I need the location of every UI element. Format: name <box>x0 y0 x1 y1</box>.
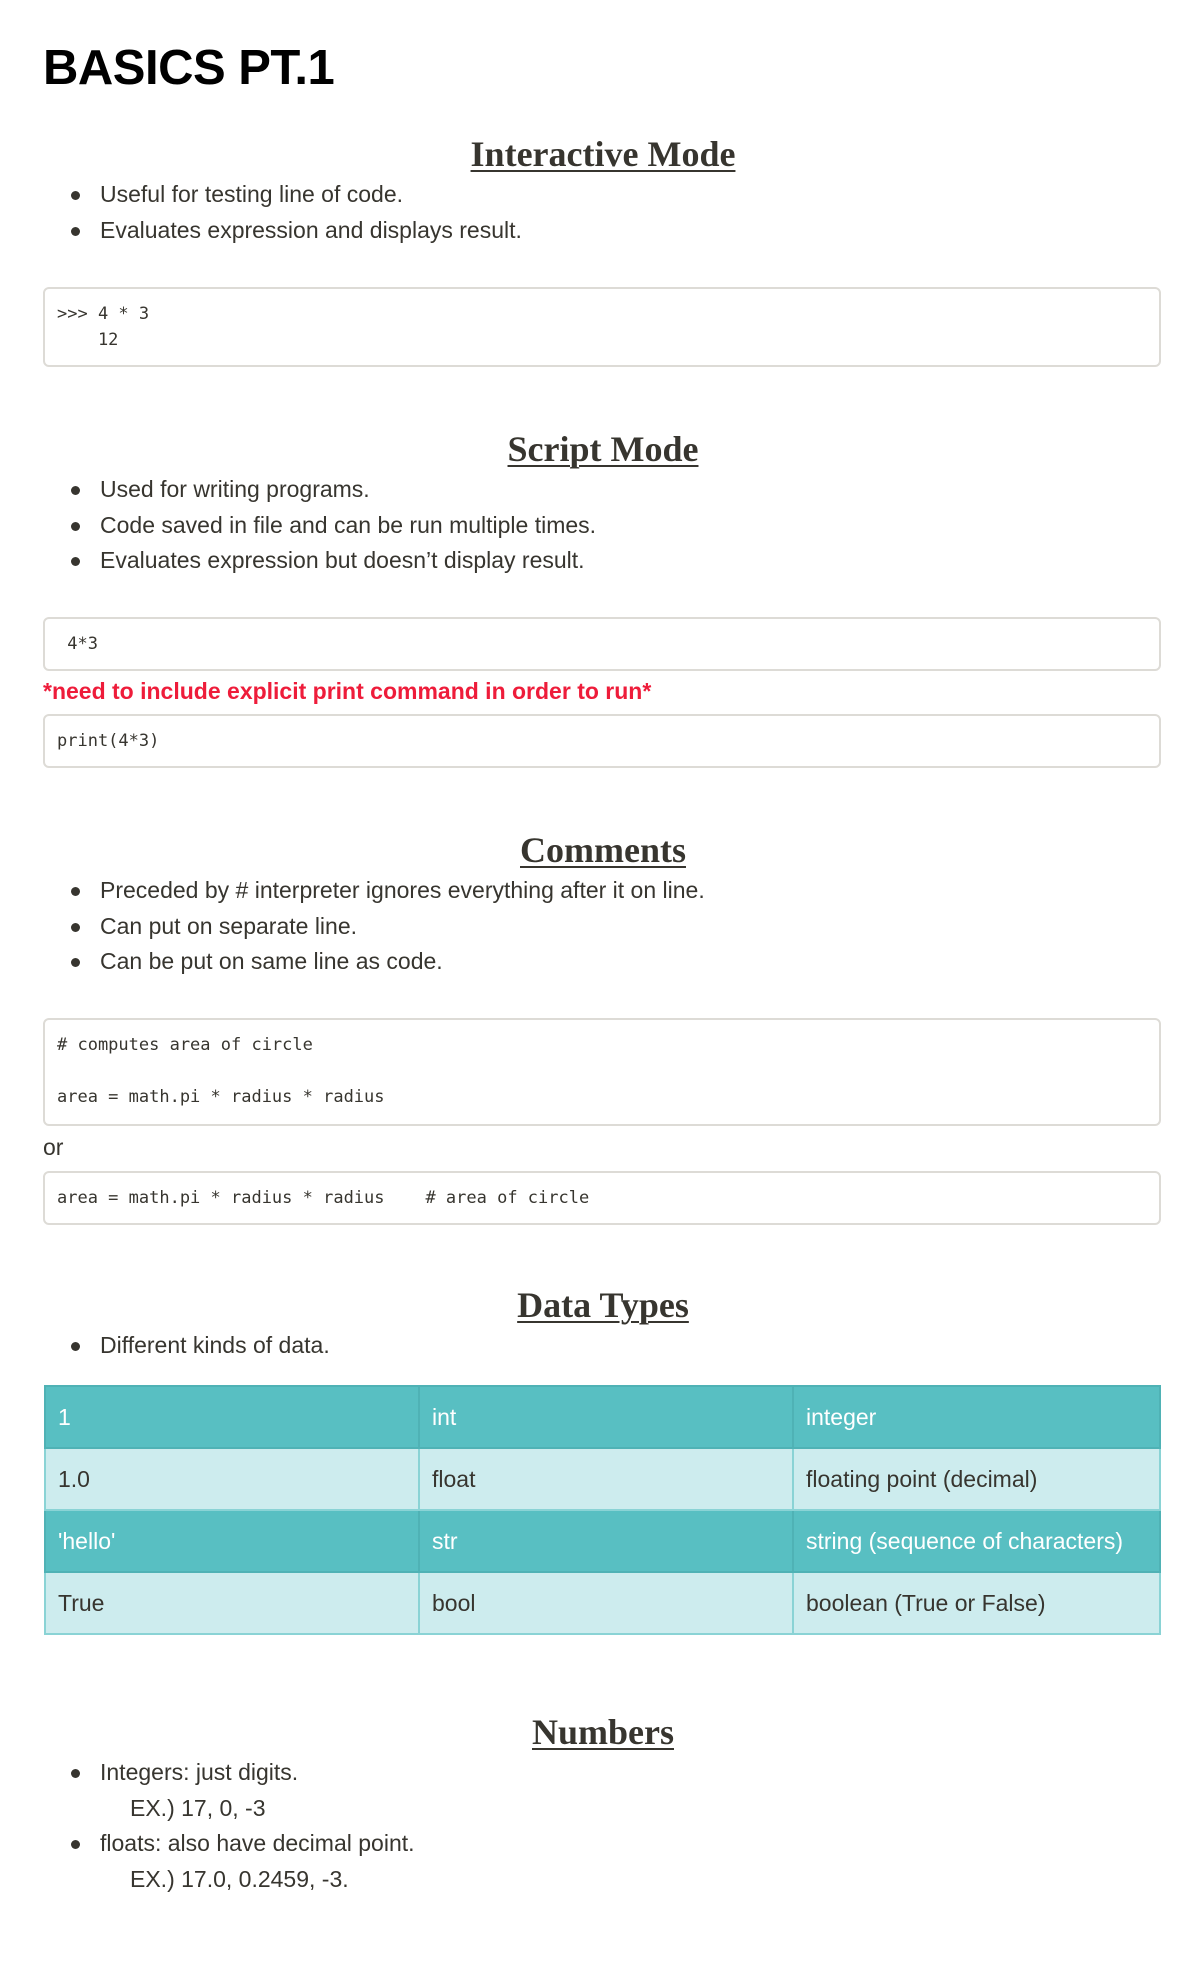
print-note: *need to include explicit print command in order to run* <box>43 678 652 704</box>
list-item: Evaluates expression but doesn’t display result. <box>43 543 596 579</box>
list-item: Useful for testing line of code. <box>43 177 522 213</box>
heading-comments: Comments <box>520 830 686 870</box>
list-item: Evaluates expression and displays result. <box>43 213 522 249</box>
table-row <box>45 1510 1160 1572</box>
code-block-interactive[interactable]: >>> 4 * 3 12 <box>43 287 1161 367</box>
code-block-comment-inline[interactable]: area = math.pi * radius * radius # area of circle <box>43 1171 1161 1225</box>
or-text: or <box>43 1134 64 1160</box>
table-cell: True <box>45 1572 419 1634</box>
code-block-script-expression[interactable]: 4*3 <box>43 617 1161 671</box>
interactive-bullet-list <box>43 177 522 248</box>
script-bullet-list <box>43 472 596 579</box>
list-item <box>43 1826 415 1897</box>
code-block-print[interactable]: print(4*3) <box>43 714 1161 768</box>
heading-interactive-mode: Interactive Mode <box>470 134 736 174</box>
table-row <box>45 1572 1160 1634</box>
list-item: Code saved in file and can be run multiple times. <box>43 508 596 544</box>
table-cell: integer <box>793 1386 1160 1448</box>
number-type-label: floats: also have decimal point. <box>100 1830 415 1856</box>
number-type-label: Integers: just digits. <box>100 1759 299 1785</box>
heading-numbers: Numbers <box>532 1712 674 1752</box>
table-row <box>45 1448 1160 1510</box>
table-cell: string (sequence of characters) <box>793 1510 1160 1572</box>
heading-script-mode: Script Mode <box>507 429 699 469</box>
number-example: EX.) 17, 0, -3 <box>130 1794 266 1821</box>
list-item <box>43 1755 415 1826</box>
table-cell: floating point (decimal) <box>793 1448 1160 1510</box>
list-item: Different kinds of data. <box>43 1328 330 1364</box>
table-cell: int <box>419 1386 793 1448</box>
list-item: Used for writing programs. <box>43 472 596 508</box>
page-title: BASICS PT.1 <box>43 41 335 95</box>
comments-bullet-list <box>43 873 705 980</box>
table-cell: boolean (True or False) <box>793 1572 1160 1634</box>
list-item: Can be put on same line as code. <box>43 944 705 980</box>
table-row <box>45 1386 1160 1448</box>
data-types-bullet-list <box>43 1328 330 1364</box>
table-cell: 'hello' <box>45 1510 419 1572</box>
table-cell: float <box>419 1448 793 1510</box>
table-cell: 1 <box>45 1386 419 1448</box>
numbers-bullet-list <box>43 1755 415 1897</box>
list-item: Can put on separate line. <box>43 909 705 945</box>
table-cell: bool <box>419 1572 793 1634</box>
table-cell: str <box>419 1510 793 1572</box>
table-cell: 1.0 <box>45 1448 419 1510</box>
heading-data-types: Data Types <box>517 1285 689 1325</box>
list-item: Preceded by # interpreter ignores everything after it on line. <box>43 873 705 909</box>
data-types-table <box>44 1385 1161 1635</box>
number-example: EX.) 17.0, 0.2459, -3. <box>130 1865 349 1892</box>
code-block-comment-separate[interactable]: # computes area of circle area = math.pi * radius * radius <box>43 1018 1161 1126</box>
